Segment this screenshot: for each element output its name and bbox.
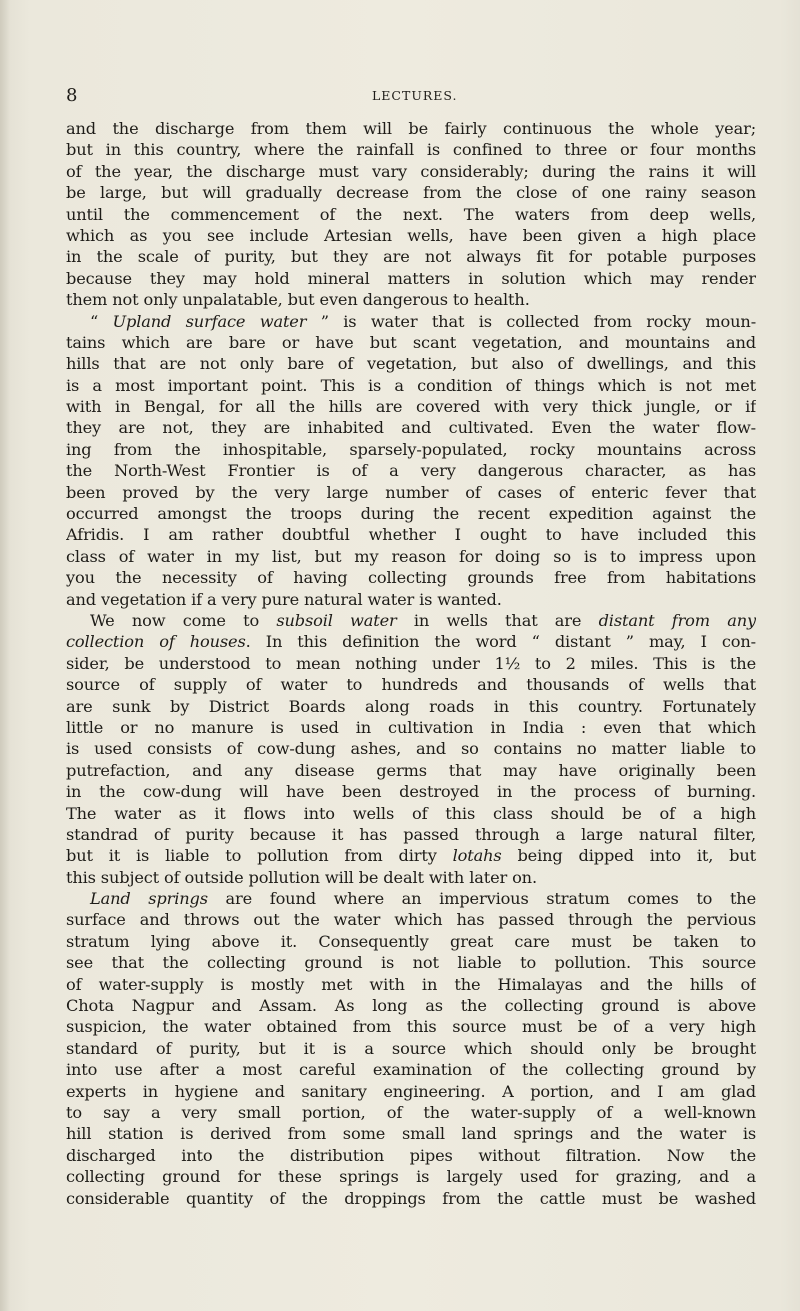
text-line: source of supply of water to hundreds and thousands of wells that [66, 675, 756, 695]
text-line: in the scale of purity, but they are not always fit for potable purposes [66, 247, 756, 267]
text-line: The water as it flows into wells of this class should be of a high [66, 803, 756, 823]
text-line: but in this country, where the rainfall is confined to three or four months [66, 140, 756, 160]
running-head: LECTURES. [372, 88, 458, 103]
text-line: with in Bengal, for all the hills are covered with very thick jungle, or if [66, 397, 756, 417]
text-line: considerable quantity of the droppings from the cattle must be washed [66, 1188, 756, 1208]
text-line: is used consists of cow-dung ashes, and so contains no matter liable to [66, 739, 756, 759]
text-line: which as you see include Artesian wells, have been given a high place [66, 225, 756, 245]
text-line: ing from the inhospitable, sparsely-populated, rocky mountains across [66, 439, 756, 459]
text-line: standard of purity, but it is a source which should only be brought [66, 1038, 756, 1058]
text-line: surface and throws out the water which has passed through the pervious [66, 910, 756, 930]
text-line: experts in hygiene and sanitary engineering. A portion, and I am glad [66, 1081, 756, 1101]
text-line: occurred amongst the troops during the recent expedition against the [66, 504, 756, 524]
text-line: and the discharge from them will be fairly continuous the whole year; [66, 119, 756, 138]
text-line: putrefaction, and any disease germs that may have originally been [66, 760, 756, 780]
text-line: We now come to subsoil water in wells that are distant from any [90, 610, 756, 630]
text-line: in the cow-dung will have been destroyed in the process of burning. [66, 782, 756, 802]
text-line: because they may hold mineral matters in solution which may render [66, 268, 756, 288]
text-line: they are not, they are inhabited and cultivated. Even the water flow- [66, 418, 756, 438]
text-line: the North-West Frontier is of a very dangerous character, as has [66, 461, 756, 481]
text-line: stratum lying above it. Consequently great care must be taken to [66, 931, 756, 951]
text-line: but it is liable to pollution from dirty lotahs being dipped into it, but [66, 846, 756, 866]
body-text [66, 118, 756, 1209]
text-line: hills that are not only bare of vegetation, but also of dwellings, and this [66, 354, 756, 374]
text-line: is a most important point. This is a condition of things which is not met [66, 375, 756, 395]
text-line: of water-supply is mostly met with in the Himalayas and the hills of [66, 974, 756, 994]
page-number: 8 [66, 85, 78, 106]
text-line: until the commencement of the next. The waters from deep wells, [66, 204, 756, 224]
text-line: hill station is derived from some small land springs and the water is [66, 1124, 756, 1144]
text-line: are sunk by District Boards along roads in this country. Fortunately [66, 696, 756, 716]
text-line: tains which are bare or have but scant vegetation, and mountains and [66, 332, 756, 352]
text-line: see that the collecting ground is not liable to pollution. This source [66, 953, 756, 973]
page-spine-shadow [0, 0, 10, 1311]
page-header [0, 84, 800, 108]
text-line: Chota Nagpur and Assam. As long as the collecting ground is above [66, 996, 756, 1016]
text-line: little or no manure is used in cultivation in India : even that which [66, 717, 756, 737]
text-line: to say a very small portion, of the water-supply of a well-known [66, 1102, 756, 1122]
text-line: discharged into the distribution pipes without filtration. Now the [66, 1145, 756, 1165]
text-line: and vegetation if a very pure natural water is wanted. [66, 589, 502, 609]
text-line: Afridis. I am rather doubtful whether I ought to have included this [66, 525, 756, 545]
text-line: them not only unpalatable, but even dangerous to health. [66, 290, 530, 310]
text-line: “ Upland surface water ” is water that is collected from rocky moun- [90, 311, 756, 331]
text-line: standrad of purity because it has passed through a large natural filter, [66, 824, 756, 844]
text-line: be large, but will gradually decrease from the close of one rainy season [66, 183, 756, 203]
text-line: you the necessity of having collecting grounds free from habitations [66, 568, 756, 588]
text-line: of the year, the discharge must vary considerably; during the rains it will [66, 161, 756, 181]
text-line: suspicion, the water obtained from this source must be of a very high [66, 1017, 756, 1037]
text-line: class of water in my list, but my reason for doing so is to impress upon [66, 546, 756, 566]
text-line: been proved by the very large number of cases of enteric fever that [66, 482, 756, 502]
text-line: collection of houses. In this definition the word “ distant ” may, I con- [66, 632, 756, 652]
text-line: into use after a most careful examination of the collecting ground by [66, 1060, 756, 1080]
text-line: sider, be understood to mean nothing under 1½ to 2 miles. This is the [66, 653, 756, 673]
text-line: collecting ground for these springs is largely used for grazing, and a [66, 1167, 756, 1187]
text-line: Land springs are found where an impervious stratum comes to the [90, 889, 756, 909]
text-line: this subject of outside pollution will be dealt with later on. [66, 867, 537, 887]
